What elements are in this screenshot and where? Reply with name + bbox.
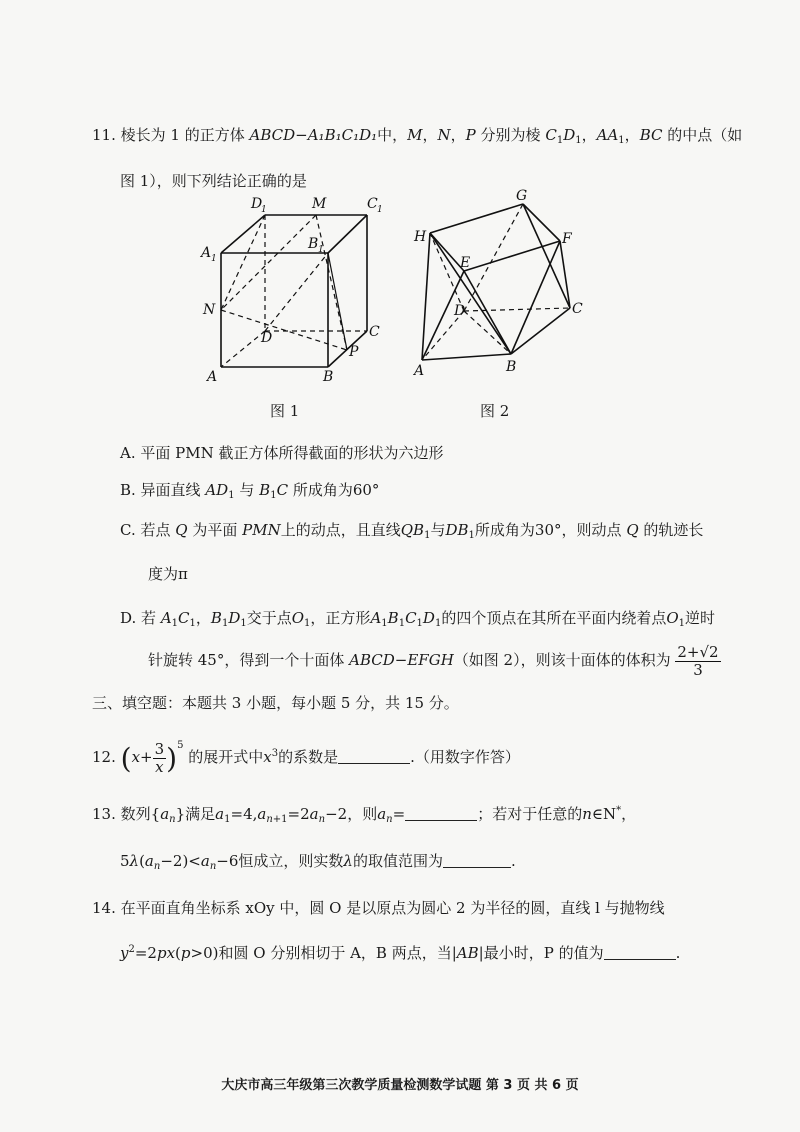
q13-line2-b: 的取值范围为 (352, 852, 443, 870)
fig1-label-b: B (323, 369, 334, 385)
fig1-label-c1: C (367, 196, 378, 212)
q14-number: 14. (92, 899, 116, 917)
q14-line2-a: 和圆 O 分别相切于 A，B 两点，当 (218, 944, 452, 962)
fig1-label-d1: D (251, 196, 263, 212)
fig2-caption: 图 2 (480, 402, 510, 420)
q13-line2: $5\lambda(a_n-2)<a_n-6$恒成立，则实数λ的取值范围为 . (120, 852, 516, 872)
fig1-label-m: M (312, 196, 327, 212)
q13-number: 13. (92, 805, 116, 823)
q14-line2-b: 最小时，P 的值为 (483, 944, 604, 962)
fig2-label-c: C (572, 301, 583, 317)
q12-line: 12. (x+ $\frac{3}{x}$ )$^5$ 的展开式中$x^3$的系数是 .（用数字作答） (92, 740, 520, 776)
opt-c-g: 的轨迹长 (643, 521, 704, 539)
fig1-label-p: P (349, 344, 359, 360)
q11-stem-b: 中， (377, 126, 408, 144)
svg-text:1: 1 (318, 245, 324, 255)
q11-option-d-line2: 针旋转 45°，得到一个十面体 ABCD−EFGH（如图 2），则该十面体的体积为 $\frac{2+√2}{3}$ (148, 643, 719, 679)
q14-line1 (92, 897, 665, 918)
figure-1-cube (195, 190, 395, 385)
volume-denominator: 3 (693, 660, 703, 679)
q11-number: 11. (92, 126, 116, 144)
fig1-label-c: C (369, 324, 380, 340)
volume-numerator: 2+√2 (677, 643, 719, 661)
opt-c-b: 为平面 (192, 521, 238, 539)
q12-answer-blank[interactable] (338, 749, 410, 764)
q14-line1-text: 在平面直角坐标系 xOy 中，圆 O 是以原点为圆心 2 为半径的圆，直线 l 与抛物线 (120, 899, 665, 917)
q14-line2: $y^2=2px(p>0)$和圆 O 分别相切于 A，B 两点，当|AB|最小时，P 的值为 . (120, 944, 681, 962)
opt-d-line2-b: （如图 2），则该十面体的体积为 (453, 651, 671, 669)
fig2-label-h: H (414, 229, 427, 245)
q11-stem-c: 分别为棱 (480, 126, 541, 144)
volume-fraction (675, 644, 720, 678)
opt-c-a: C. 若点 (120, 521, 171, 539)
opt-d-a: D. 若 (120, 609, 157, 627)
q11-cube-name: ABCD−A₁B₁C₁D₁ (249, 126, 378, 144)
fig2-label-f: F (562, 231, 572, 247)
opt-d-line2-a: 针旋转 45°，得到一个十面体 (148, 651, 345, 669)
q11-option-d-line1: D. 若 $A_1C_1$，$B_1D_1$交于点$O_1$，正方形$A_1B_1C_1D_1$的四个顶点在其所在平面内绕着点$O_1$逆时 (120, 609, 716, 629)
fig2-label-e: E (460, 255, 471, 271)
figure-2-decahedron (410, 185, 585, 380)
q11-option-c-line2: 度为π (148, 565, 188, 583)
fig1-label-a1: A (201, 245, 212, 261)
opt-c-f: ，则动点 (561, 521, 622, 539)
q13-d: ；若对于任意的 (477, 805, 583, 823)
opt-b-prefix: B. 异面直线 (120, 481, 201, 499)
fig2-label-d: D (454, 303, 466, 319)
q11-option-a: A. 平面 PMN 截正方体所得截面的形状为六边形 (120, 444, 444, 462)
opt-b-angle: 60° (352, 481, 380, 499)
fig1-label-n: N (203, 302, 216, 318)
opt-c-angle: 30° (534, 521, 562, 539)
q12-text-a: 的展开式中 (188, 748, 264, 766)
q11-option-c-line1: C. 若点 Q 为平面 PMN上的动点，且直线$QB_1$与$DB_1$所成角为30°，则动点 Q 的轨迹长 (120, 521, 704, 541)
q13-answer-blank-1[interactable] (405, 806, 477, 821)
section3-title: 三、填空题：本题共 3 小题，每小题 5 分，共 15 分。 (92, 694, 459, 712)
opt-d-d: 的四个顶点在其所在平面内绕着点 (441, 609, 667, 627)
q12-text-c: .（用数字作答） (410, 748, 520, 766)
q11-line2: 图 1），则下列结论正确的是 (120, 172, 307, 190)
fig2-label-g: G (516, 188, 528, 204)
q12-number: 12. (92, 748, 116, 766)
opt-c-d: 与 (430, 521, 446, 539)
fig2-label-b: B (506, 359, 517, 375)
opt-c-e: 所成角为 (474, 521, 535, 539)
opt-d-c: ，正方形 (310, 609, 371, 627)
opt-c-c: 上的动点，且直线 (280, 521, 401, 539)
q12-text-b: 的系数是 (278, 748, 339, 766)
q11-option-b: B. 异面直线 $AD_1$ 与 $B_1C$ 所成角为60° (120, 481, 380, 501)
q13-line2-a: 恒成立，则实数 (238, 852, 344, 870)
svg-text:1: 1 (377, 205, 383, 215)
opt-b-suffix: 所成角为 (292, 481, 353, 499)
fig1-label-b1: B (308, 236, 319, 252)
q13-c: ，则 (347, 805, 378, 823)
q14-answer-blank[interactable] (604, 945, 676, 960)
q13-line1: 13. 数列$\{a_n\}$满足$a_1=4,a_{n+1}=2a_n-2$，则$a_n=$ ；若对于任意的n∈N*， (92, 805, 637, 825)
q13-answer-blank-2[interactable] (443, 853, 511, 868)
svg-text:1: 1 (211, 254, 217, 264)
page-footer: 大庆市高三年级第三次教学质量检测数学试题 第 3 页 共 6 页 (221, 1078, 579, 1093)
fig1-label-a: A (207, 369, 218, 385)
fig1-caption: 图 1 (270, 402, 300, 420)
fig2-label-a: A (414, 363, 425, 379)
opt-d-e: 逆时 (685, 609, 716, 627)
svg-text:1: 1 (261, 205, 267, 215)
fig1-label-d: D (261, 330, 273, 346)
opt-b-mid: 与 (239, 481, 255, 499)
q13-a: 数列 (120, 805, 151, 823)
q11-stem-d: 的中点（如 (667, 126, 743, 144)
q11-stem-a: 棱长为 1 的正方体 (120, 126, 245, 144)
q11-line1: 11. 棱长为 1 的正方体 ABCD−A₁B₁C₁D₁中，M，N，P 分别为棱 $C_1D_1$，$AA_1$，BC 的中点（如 (92, 126, 743, 146)
opt-d-b: 交于点 (246, 609, 292, 627)
q13-b: 满足 (185, 805, 216, 823)
